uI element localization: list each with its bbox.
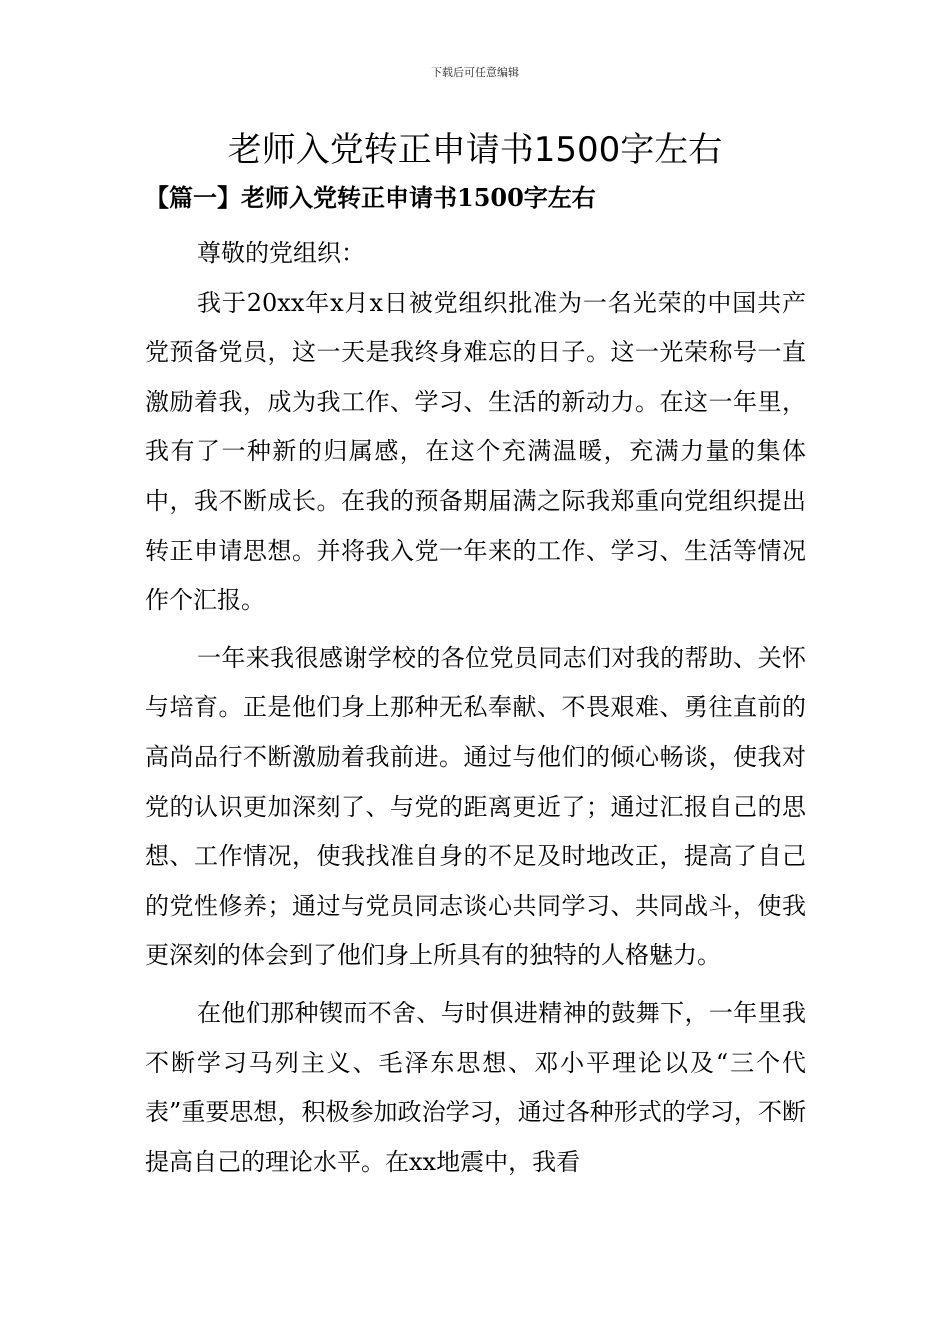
header-note: 下载后可任意编辑 xyxy=(431,66,519,79)
section-heading: 【篇一】老师入党转正申请书1500字左右 xyxy=(145,183,596,212)
paragraph-1: 我于20xx年x月x日被党组织批准为一名光荣的中国共产党预备党员，这一天是我终身难忘的日子。这一光荣称号一直激励着我，成为我工作、学习、生活的新动力。在这一年里，我有了一种新的归属感，在这个充满温暖，充满力量的集体中，我不断成长。在我的预备期届满之际我郑重向党组织提出转正申请思想。并将我入党一年来的工作、学习、生活等情况作个汇报。 xyxy=(145,288,806,615)
paragraph-2: 一年来我很感谢学校的各位党员同志们对我的帮助、关怀与培育。正是他们身上那种无私奉献、不畏艰难、勇往直前的高尚品行不断激励着我前进。通过与他们的倾心畅谈，使我对党的认识更加深刻了、与党的距离更近了；通过汇报自己的思想、工作情况，使我找准自身的不足及时地改正，提高了自己的党性修养；通过与党员同志谈心共同学习、共同战斗，使我更深刻的体会到了他们身上所具有的独特的人格魅力。 xyxy=(145,643,806,970)
document-title: 老师入党转正申请书1500字左右 xyxy=(227,130,723,170)
paragraph-3: 在他们那种锲而不舍、与时俱进精神的鼓舞下，一年里我不断学习马列主义、毛泽东思想、邓小平理论以及“三个代表”重要思想，积极参加政治学习，通过各种形式的学习，不断提高自己的理论水平。在xx地震中，我看 xyxy=(145,998,806,1176)
document-body xyxy=(145,229,806,1195)
salutation: 尊敬的党组织： xyxy=(197,239,365,267)
